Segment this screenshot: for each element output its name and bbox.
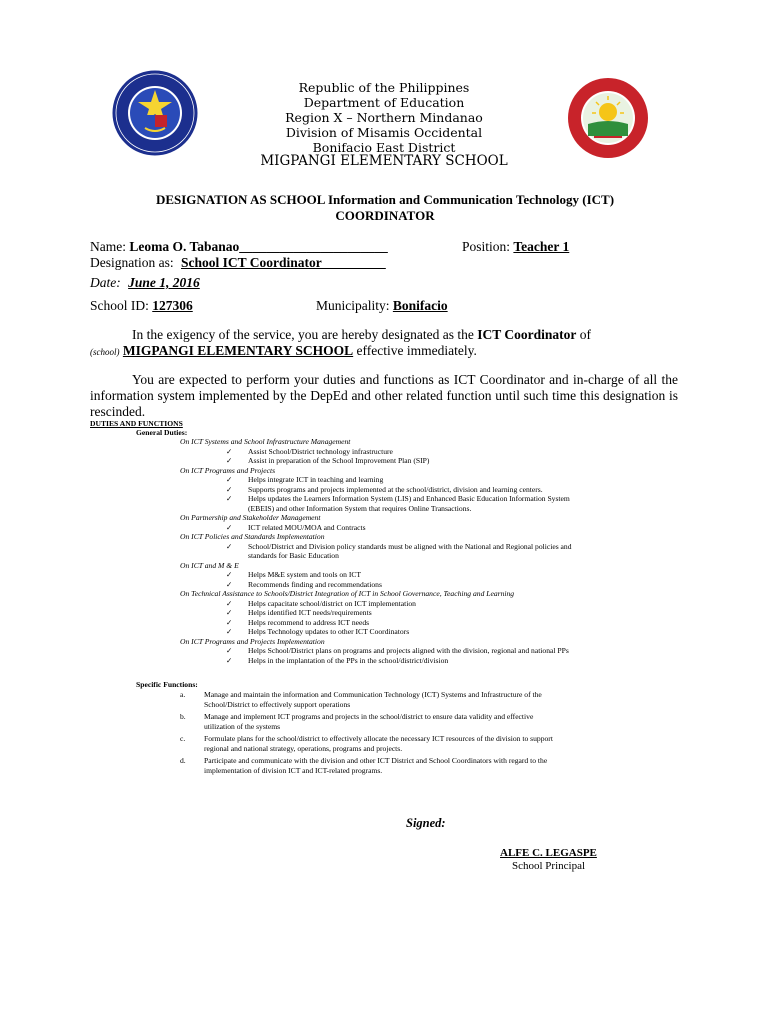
g7-title: On ICT Programs and Projects Implementation: [180, 636, 325, 646]
list-item-text: Helps updates the Learners Information System (LIS) and Enhanced Basic Education Information System: [248, 494, 570, 503]
position-label: Position:: [462, 239, 511, 254]
list-item: [180, 580, 680, 590]
check-icon: ✓: [226, 646, 233, 655]
list-item-text: Supports programs and projects implemented at the school/district, division and learning centers.: [248, 484, 543, 494]
check-icon: ✓: [226, 608, 233, 617]
g2-title: On ICT Programs and Projects: [180, 465, 276, 475]
list-item: [180, 646, 680, 656]
list-number: d.: [180, 756, 186, 765]
check-icon: ✓: [226, 617, 233, 627]
list-item: [180, 494, 680, 504]
check-icon: ✓: [226, 655, 233, 665]
list-item-text: Helps in the implantation of the PPs in the school/district/division: [248, 655, 449, 665]
check-icon: ✓: [226, 494, 233, 503]
p1-text-of: of: [579, 327, 591, 342]
list-item: [180, 756, 680, 766]
position-row: [462, 239, 569, 255]
designation-row: [90, 255, 386, 271]
header-line-republic: Republic of the Philippines: [298, 80, 470, 95]
list-item: [180, 485, 680, 495]
paragraph-designation-line-2: [90, 343, 477, 359]
list-item: [180, 475, 680, 485]
list-item-text: Helps School/District plans on programs and projects aligned with the division, regional and national PPs: [248, 646, 569, 655]
list-item: [180, 523, 680, 533]
check-icon: ✓: [226, 484, 233, 494]
list-item-text: Helps identified ICT needs/requirements: [248, 608, 372, 617]
general-duties-heading: General Duties:: [136, 428, 188, 437]
list-item-continuation: regional and national strategy, operations, programs and projects.: [204, 743, 403, 753]
specific-functions-heading: Specific Functions:: [136, 680, 198, 689]
position-value: Teacher 1: [513, 239, 570, 254]
header-line-district: Bonifacio East District: [312, 140, 456, 155]
name-row: [90, 239, 388, 255]
list-item-text: Formulate plans for the school/district to effectively allocate the necessary ICT resources of the division to support: [204, 734, 553, 743]
general-duties-list: [180, 437, 680, 665]
list-item-text: Assist in preparation of the School Improvement Plan (SIP): [248, 456, 430, 465]
school-tag: (school): [90, 347, 120, 357]
list-item: [180, 599, 680, 609]
list-item-text: Participate and communicate with the division and other ICT District and School Coordinators with regard to the: [204, 756, 548, 765]
list-number: a.: [180, 690, 186, 699]
designation-label: Designation as:: [90, 255, 174, 270]
list-item-text: Assist School/District technology infrastructure: [248, 446, 393, 456]
list-item-continuation: School/District to effectively support operations: [204, 699, 351, 709]
list-item-text: School/District and Division policy standards must be aligned with the National and Regional policies and: [248, 541, 572, 551]
check-icon: ✓: [226, 570, 233, 579]
list-number: b.: [180, 712, 186, 721]
list-item-text: Helps capacitate school/district on ICT implementation: [248, 598, 416, 608]
date-label: Date:: [90, 275, 121, 290]
list-item-continuation: standards for Basic Education: [248, 551, 339, 560]
name-value: Leoma O. Tabanao______________________: [129, 239, 388, 254]
list-item: [180, 712, 680, 722]
g6-title: On Technical Assistance to Schools/District Integration of ICT in School Governance, Teaching and Learning: [180, 589, 515, 598]
document-title-line-1: DESIGNATION AS SCHOOL Information and Communication Technology (ICT): [155, 192, 615, 207]
school-id-row: [90, 298, 193, 314]
check-icon: ✓: [226, 475, 233, 484]
check-icon: ✓: [226, 446, 233, 456]
list-item-continuation: utilization of the systems: [204, 721, 281, 731]
list-item-text: Manage and implement ICT programs and projects in the school/district to ensure data validity and effective: [204, 712, 534, 721]
list-item: [180, 690, 680, 700]
p1-text-effective: effective immediately.: [356, 343, 477, 358]
g5-title: On ICT and M & E: [180, 560, 239, 570]
list-item: [180, 627, 680, 637]
p1-text-a: In the exigency of the service, you are hereby designated as the: [132, 327, 474, 342]
document-title-line-2: COORDINATOR: [335, 208, 435, 223]
header-line-region: Region X – Northern Mindanao: [285, 110, 483, 125]
paragraph-duties-intro: You are expected to perform your duties and functions as ICT Coordinator and in-charge of all the information system implemented by the DepEd and other related function until such time this designation is rescinded.: [90, 372, 678, 419]
list-item-text: Helps Technology updates to other ICT Coordinators: [248, 627, 410, 636]
municipality-label: Municipality:: [316, 298, 390, 313]
school-id-value: 127306: [152, 298, 193, 313]
date-value: June 1, 2016: [128, 275, 200, 290]
g1-title: On ICT Systems and School Infrastructure Management: [180, 437, 351, 446]
list-item: [180, 570, 680, 580]
p1-school-name: MIGPANGI ELEMENTARY SCHOOL: [122, 343, 354, 358]
list-item-text: ICT related MOU/MOA and Contracts: [248, 522, 366, 532]
specific-functions-list: [180, 690, 680, 775]
signatory-name: ALFE C. LEGASPE: [500, 847, 597, 859]
list-item: [180, 608, 680, 618]
check-icon: ✓: [226, 541, 233, 551]
list-item: [180, 447, 680, 457]
p1-ict-coordinator: ICT Coordinator: [477, 327, 577, 342]
municipality-value: Bonifacio: [392, 298, 448, 313]
list-item-text: Helps integrate ICT in teaching and learning: [248, 475, 384, 484]
check-icon: ✓: [226, 627, 233, 636]
designation-value: School ICT Coordinator _________: [181, 255, 386, 270]
list-item-text: Helps recommend to address ICT needs: [248, 617, 370, 627]
list-item: [180, 734, 680, 744]
list-item-text: Helps M&E system and tools on ICT: [248, 570, 362, 579]
list-item-continuation: (EBEIS) and other Information System that requires Online Transactions.: [248, 503, 472, 513]
name-label: Name:: [90, 239, 126, 254]
list-item-text: Manage and maintain the information and Communication Technology (ICT) Systems and Infrastructure of the: [204, 690, 542, 699]
header-line-department: Department of Education: [303, 95, 465, 110]
list-item: [180, 542, 680, 552]
check-icon: ✓: [226, 456, 233, 465]
check-icon: ✓: [226, 579, 233, 589]
duties-heading: DUTIES AND FUNCTIONS: [90, 419, 183, 428]
school-name-heading: MIGPANGI ELEMENTARY SCHOOL: [260, 153, 508, 169]
check-icon: ✓: [226, 598, 233, 608]
list-item-continuation: implementation of division ICT and ICT-related programs.: [204, 765, 383, 775]
signed-label: Signed:: [406, 816, 446, 830]
date-row: [90, 275, 200, 291]
list-item: [180, 656, 680, 666]
school-id-label: School ID:: [90, 298, 149, 313]
g3-title: On Partnership and Stakeholder Management: [180, 513, 321, 522]
g4-title: On ICT Policies and Standards Implementation: [180, 532, 325, 541]
list-number: c.: [180, 734, 186, 743]
municipality-row: [316, 298, 448, 314]
paragraph-designation: [90, 327, 678, 343]
list-item-text: Recommends finding and recommendations: [248, 579, 382, 589]
list-item: [180, 618, 680, 628]
check-icon: ✓: [226, 522, 233, 532]
header-line-division: Division of Misamis Occidental: [285, 125, 483, 140]
list-item: [180, 456, 680, 466]
signatory-title: School Principal: [512, 860, 586, 872]
